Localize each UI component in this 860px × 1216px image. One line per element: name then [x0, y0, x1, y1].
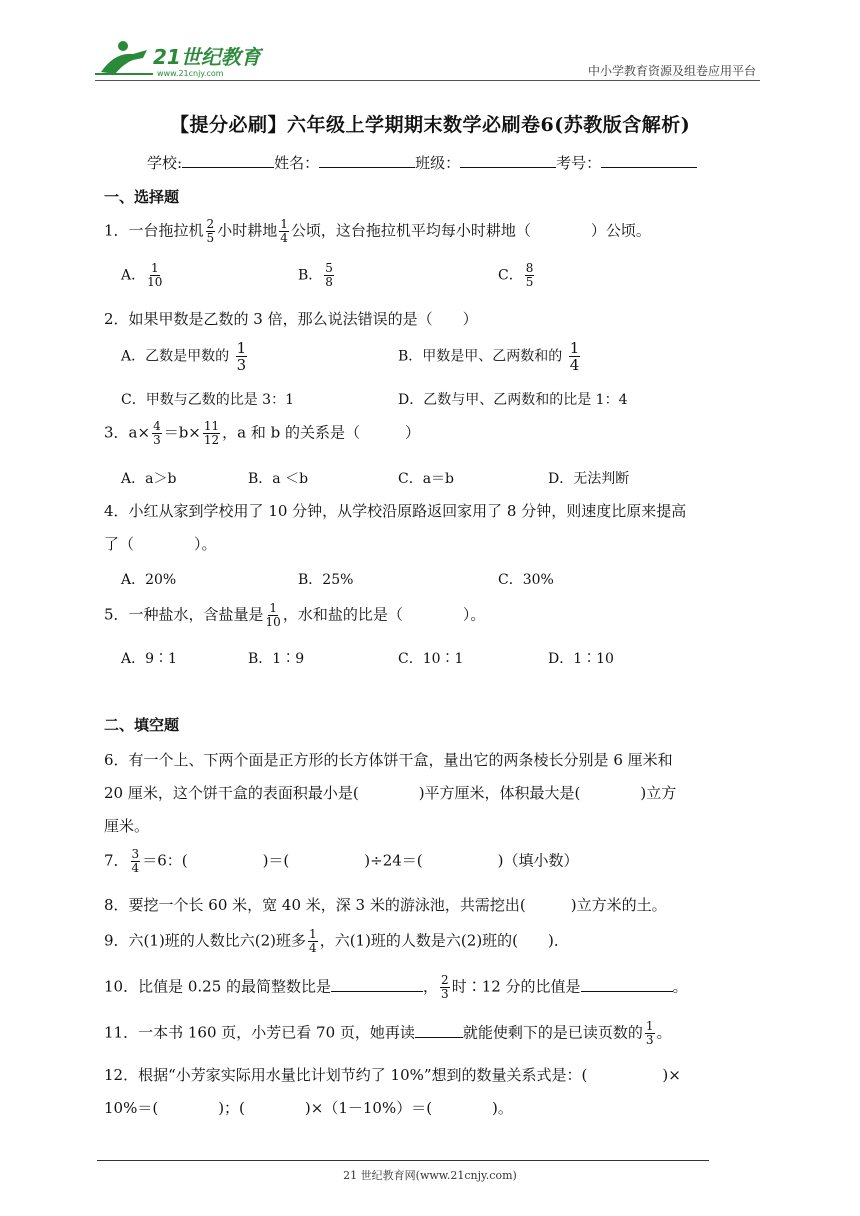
question-9: 9．六(1)班的人数比六(2)班多 $\frac{1}{4}$ ，六(1)班的人数是六(2)班的( )． [104, 927, 569, 955]
name-label: 姓名： [274, 154, 320, 172]
q1-option-a[interactable]: A． $\frac{1}{10}$ [121, 261, 163, 289]
question-3: 3．a× $\frac{4}{3}$ ＝b× $\frac{11}{12}$ ，a 和 b 的关系是（ ） [104, 419, 421, 447]
q2-option-c[interactable]: C．甲数与乙数的比是 3：1 [121, 392, 294, 408]
q2-option-b[interactable]: B．甲数是甲、乙两数和的 $\frac{1}{4}$ [398, 339, 580, 374]
question-12-line2: 10%＝( )；( )×（1－10%）＝( )。 [104, 1099, 513, 1117]
q4-option-a[interactable]: A．20% [121, 572, 177, 588]
q5-option-d[interactable]: D．1∶10 [548, 651, 614, 667]
q3-option-d[interactable]: D．无法判断 [548, 471, 630, 487]
question-6-line3: 厘米。 [104, 817, 150, 835]
question-12-line1: 12．根据“小芳家实际用水量比计划节约了 10%”想到的数量关系式是：( )× [104, 1066, 681, 1084]
q1-option-c[interactable]: C． $\frac{8}{5}$ [498, 261, 534, 289]
q1-option-b[interactable]: B． $\frac{5}{8}$ [298, 261, 333, 289]
section-heading-choice: 一、选择题 [104, 188, 180, 206]
school-label: 学校: [147, 154, 183, 172]
page-title: 【提分必刷】六年级上学期期末数学必刷卷6(苏教版含解析) [170, 114, 691, 136]
footer-text: 21 世纪教育网(www.21cnjy.com) [343, 1169, 517, 1182]
q2-option-a[interactable]: A．乙数是甲数的 $\frac{1}{3}$ [121, 339, 247, 374]
student-info-line [147, 152, 697, 173]
question-8: 8．要挖一个长 60 米，宽 40 米，深 3 米的游泳池，共需挖出( )立方米的土。 [104, 896, 667, 914]
q4-option-c[interactable]: C．30% [498, 572, 554, 588]
svg-text:21世纪教育: 21世纪教育 [153, 45, 261, 69]
q3-option-c[interactable]: C．a＝b [398, 471, 455, 487]
question-6-line1: 6．有一个上、下两个面是正方形的长方体饼干盒，量出它的两条棱长分别是 6 厘米和 [104, 751, 673, 769]
q5-option-c[interactable]: C．10∶1 [398, 651, 464, 667]
fraction: $\frac{1}{4}$ [280, 217, 288, 245]
question-4-line2: 了（ ）。 [104, 535, 217, 553]
question-1: 1．一台拖拉机 $\frac{2}{5}$ 小时耕地 $\frac{1}{4}$ 公顷，这台拖拉机平均每小时耕地（ ）公顷。 [104, 217, 651, 245]
question-4-line1: 4．小红从家到学校用了 10 分钟，从学校沿原路返回家用了 8 分钟，则速度比原来提高 [104, 502, 687, 520]
q5-option-a[interactable]: A．9∶1 [121, 651, 177, 667]
question-2: 2．如果甲数是乙数的 3 倍，那么说法错误的是（ ） [104, 310, 478, 328]
class-blank[interactable] [460, 153, 556, 168]
exam-no-label: 考号： [556, 154, 602, 172]
question-6-line2: 20 厘米，这个饼干盒的表面积最小是( )平方厘米，体积最大是( )立方 [104, 784, 677, 802]
q10-blank-1[interactable] [331, 977, 423, 992]
question-10: 10．比值是 0.25 的最简整数比是 ， $\frac{2}{3}$ 时∶12 分的比值是 。 [104, 973, 688, 1001]
footer-divider [97, 1160, 709, 1161]
q3-option-b[interactable]: B．a ＜b [248, 471, 309, 487]
school-blank[interactable] [182, 153, 274, 168]
question-7: 7． $\frac{3}{4}$ ＝6：( )＝( )÷24＝( )（填小数） [104, 847, 579, 875]
q3-option-a[interactable]: A．a＞b [121, 471, 177, 487]
exam-no-blank[interactable] [601, 153, 697, 168]
q11-blank[interactable] [415, 1023, 463, 1038]
q10-blank-2[interactable] [581, 977, 673, 992]
q4-option-b[interactable]: B．25% [298, 572, 354, 588]
svg-text:www.21cnjy.com: www.21cnjy.com [157, 69, 224, 78]
class-label: 班级： [415, 154, 461, 172]
header-platform-text: 中小学教育资源及组卷应用平台 [587, 64, 756, 78]
question-5: 5．一种盐水，含盐量是 $\frac{1}{10}$ ，水和盐的比是（ ）。 [104, 601, 486, 629]
section-heading-fill: 二、填空题 [104, 716, 180, 734]
fraction: $\frac{2}{5}$ [206, 217, 215, 245]
q2-option-d[interactable]: D．乙数与甲、乙两数和的比是 1：4 [398, 392, 628, 408]
q5-option-b[interactable]: B．1∶9 [248, 651, 305, 667]
site-logo [93, 38, 263, 80]
header-divider [95, 80, 760, 81]
question-11: 11．一本书 160 页，小芳已看 70 页，她再读 就能使剩下的是已读页数的 $\frac{1}{3}$ 。 [104, 1019, 672, 1047]
name-blank[interactable] [319, 153, 415, 168]
